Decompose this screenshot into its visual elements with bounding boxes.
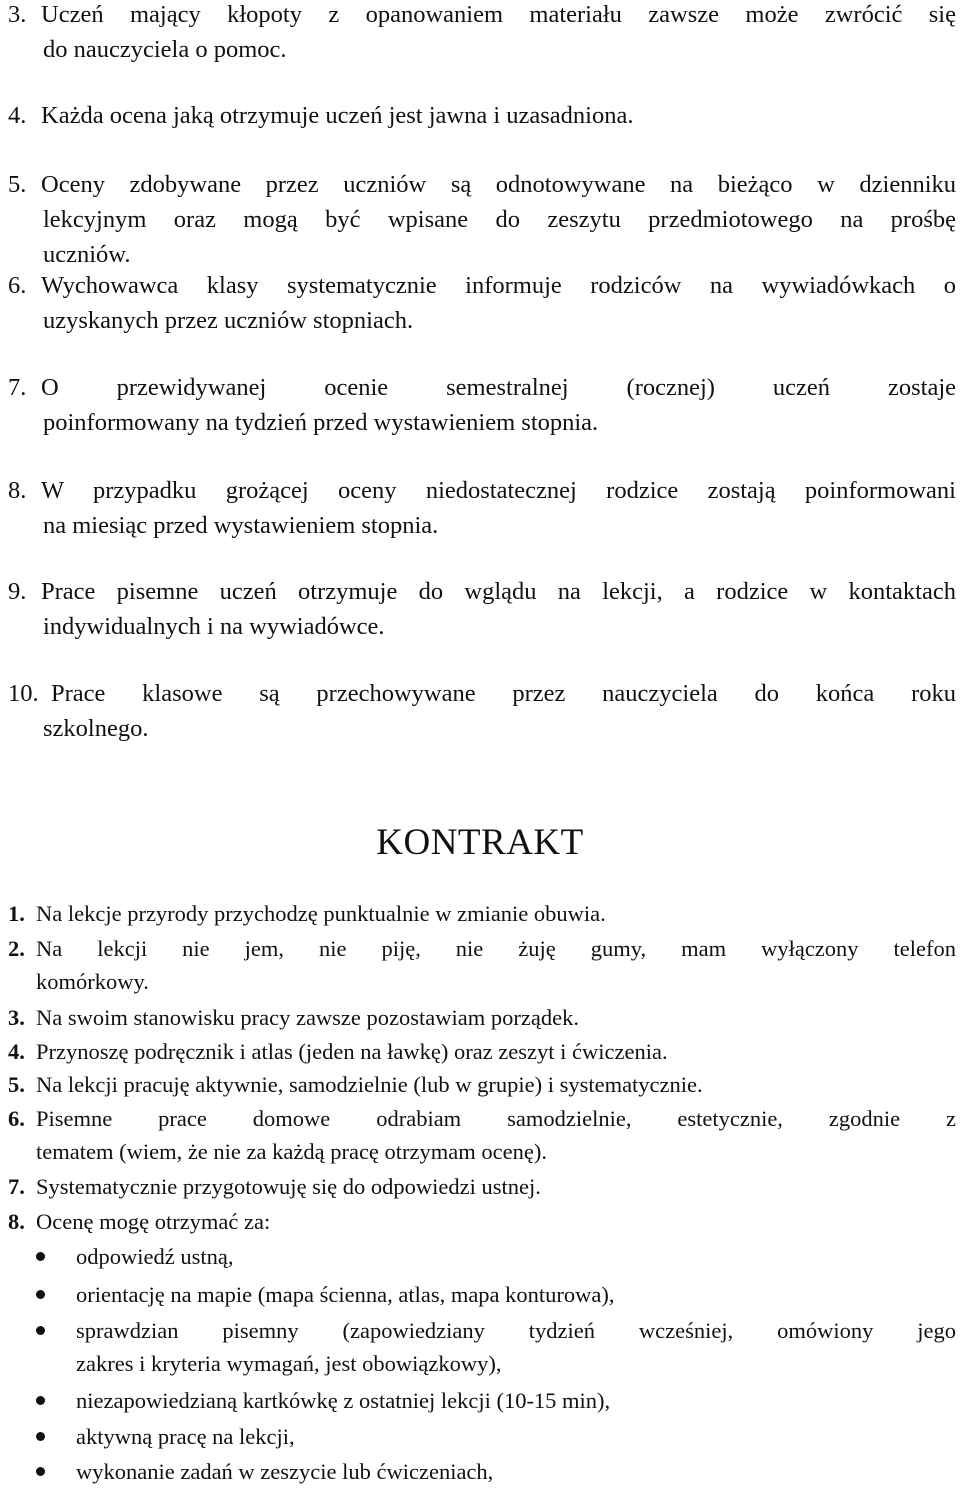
bullet-text-line: odpowiedź ustną,: [76, 1244, 234, 1269]
contract-text-line: Na lekcji nie jem, nie piję, nie żuję gumy, mam wyłączony telefon: [36, 936, 956, 961]
bullet-item: [36, 1455, 956, 1488]
rule-number: 4.: [8, 102, 27, 129]
rule-item-4: [8, 98, 956, 133]
bullet-item: [36, 1314, 956, 1380]
rule-text-line: O przewidywanej ocenie semestralnej (rocznej) uczeń zostaje: [41, 374, 956, 401]
section-heading: KONTRAKT: [376, 822, 584, 863]
contract-item-4: [8, 1035, 956, 1068]
bullet-item: [36, 1384, 956, 1417]
bullet-dot-icon: [36, 1467, 45, 1476]
rule-number: 9.: [8, 578, 27, 605]
contract-text-line: komórkowy.: [36, 969, 149, 994]
rule-item-6: [8, 268, 956, 338]
contract-item-8: [8, 1205, 956, 1238]
rule-number: 8.: [8, 477, 27, 504]
contract-text-line: Na swoim stanowisku pracy zawsze pozostawiam porządek.: [36, 1005, 579, 1030]
contract-item-1: [8, 897, 956, 930]
rule-text-line: uzyskanych przez uczniów stopniach.: [43, 307, 414, 334]
rule-text-line: lekcyjnym oraz mogą być wpisane do zeszytu przedmiotowego na prośbę: [43, 206, 956, 233]
rule-text-line: Prace klasowe są przechowywane przez nauczyciela do końca roku: [51, 680, 956, 707]
bullet-item: [36, 1420, 956, 1453]
contract-text-line: Ocenę mogę otrzymać za:: [36, 1209, 271, 1234]
contract-number: 6.: [8, 1106, 25, 1131]
rule-text-line: indywidualnych i na wywiadówce.: [43, 613, 385, 640]
contract-number: 7.: [8, 1174, 25, 1199]
contract-number: 1.: [8, 901, 25, 926]
contract-text-line: tematem (wiem, że nie za każdą pracę otrzymam ocenę).: [36, 1139, 547, 1164]
bullet-text-line: aktywną pracę na lekcji,: [76, 1424, 295, 1449]
bullet-dot-icon: [36, 1326, 45, 1335]
rule-text-line: Uczeń mający kłopoty z opanowaniem materiału zawsze może zwrócić się: [41, 1, 956, 28]
rule-item-7: [8, 370, 956, 440]
rule-number: 10.: [8, 680, 39, 707]
rule-text-line: do nauczyciela o pomoc.: [43, 36, 287, 63]
contract-text-line: Na lekcje przyrody przychodzę punktualnie w zmianie obuwia.: [36, 901, 606, 926]
rule-text-line: szkolnego.: [43, 715, 149, 742]
rule-item-10: [8, 676, 956, 746]
contract-number: 3.: [8, 1005, 25, 1030]
rule-text-line: Prace pisemne uczeń otrzymuje do wglądu na lekcji, a rodzice w kontaktach: [41, 578, 956, 605]
rule-number: 3.: [8, 1, 27, 28]
bullet-dot-icon: [36, 1290, 45, 1299]
rule-text-line: na miesiąc przed wystawieniem stopnia.: [43, 512, 439, 539]
rule-item-8: [8, 473, 956, 543]
contract-text-line: Przynoszę podręcznik i atlas (jeden na ławkę) oraz zeszyt i ćwiczenia.: [36, 1039, 668, 1064]
rule-text-line: Każda ocena jaką otrzymuje uczeń jest jawna i uzasadniona.: [41, 102, 634, 129]
bullet-dot-icon: [36, 1252, 45, 1261]
rule-number: 5.: [8, 171, 27, 198]
contract-text-line: Systematycznie przygotowuję się do odpowiedzi ustnej.: [36, 1174, 541, 1199]
contract-text-line: Na lekcji pracuję aktywnie, samodzielnie (lub w grupie) i systematycznie.: [36, 1072, 703, 1097]
rule-number: 7.: [8, 374, 27, 401]
rule-item-3: [8, 0, 956, 67]
rule-text-line: uczniów.: [43, 241, 131, 268]
contract-item-6: [8, 1102, 956, 1168]
contract-item-2: [8, 932, 956, 998]
contract-number: 4.: [8, 1039, 25, 1064]
bullet-text-line: niezapowiedzianą kartkówkę z ostatniej lekcji (10-15 min),: [76, 1388, 611, 1413]
rule-text-line: poinformowany na tydzień przed wystawieniem stopnia.: [43, 409, 599, 436]
bullet-text-line: zakres i kryteria wymagań, jest obowiązkowy),: [76, 1351, 502, 1376]
contract-item-3: [8, 1001, 956, 1034]
bullet-dot-icon: [36, 1396, 45, 1405]
rule-text-line: Wychowawca klasy systematycznie informuje rodziców na wywiadówkach o: [41, 272, 956, 299]
rule-text-line: Oceny zdobywane przez uczniów są odnotowywane na bieżąco w dzienniku: [41, 171, 956, 198]
contract-item-7: [8, 1170, 956, 1203]
rule-text-line: W przypadku grożącej oceny niedostatecznej rodzice zostają poinformowani: [41, 477, 956, 504]
contract-number: 2.: [8, 936, 25, 961]
contract-text-line: Pisemne prace domowe odrabiam samodzielnie, estetycznie, zgodnie z: [36, 1106, 956, 1131]
contract-number: 5.: [8, 1072, 25, 1097]
rule-number: 6.: [8, 272, 27, 299]
bullet-item: [36, 1278, 956, 1311]
bullet-item: [36, 1240, 956, 1273]
contract-number: 8.: [8, 1209, 25, 1234]
bullet-text-line: sprawdzian pisemny (zapowiedziany tydzień wcześniej, omówiony jego: [76, 1318, 956, 1343]
rule-item-5: [8, 167, 956, 272]
bullet-text-line: wykonanie zadań w zeszycie lub ćwiczeniach,: [76, 1459, 494, 1484]
contract-item-5: [8, 1068, 956, 1101]
bullet-dot-icon: [36, 1432, 45, 1441]
bullet-text-line: orientację na mapie (mapa ścienna, atlas, mapa konturowa),: [76, 1282, 615, 1307]
rule-item-9: [8, 574, 956, 644]
